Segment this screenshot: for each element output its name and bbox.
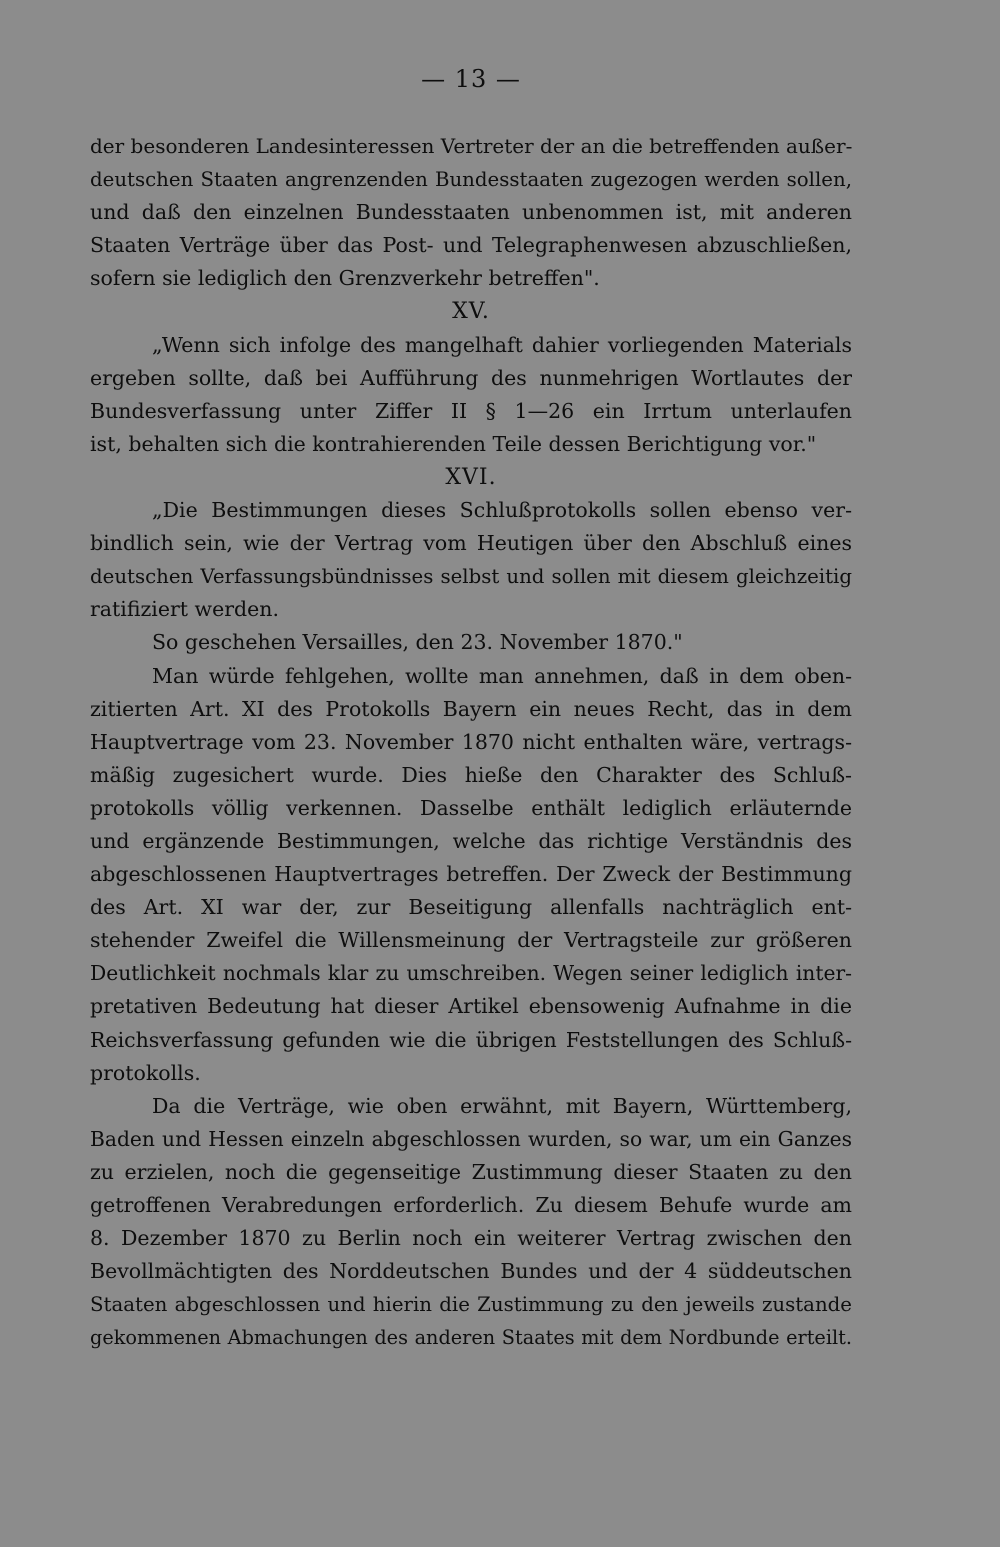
text-line: Da die Verträge, wie oben erwähnt, mit Bayern, Württemberg, <box>152 1093 852 1118</box>
page-number: — 13 — <box>421 65 521 93</box>
text-line: zu erzielen, noch die gegenseitige Zustimmung dieser Staaten zu den <box>90 1159 852 1184</box>
text-line: der besonderen Landesinteressen Vertreter der an die betreffenden außer- <box>90 134 852 158</box>
text-line: pretativen Bedeutung hat dieser Artikel ebensowenig Aufnahme in die <box>90 994 852 1019</box>
text-line: ratifiziert werden. <box>90 597 279 622</box>
text-line: Staaten Verträge über das Post- und Telegraphenwesen abzuschließen, <box>90 233 852 258</box>
text-line: Bundesverfassung unter Ziffer II § 1—26 ein Irrtum unterlaufen <box>90 398 852 423</box>
paragraph-commentary <box>90 660 852 1090</box>
paragraph-xv <box>90 329 852 461</box>
text-line: So geschehen Versailles, den 23. November 1870." <box>152 630 683 655</box>
text-line: bindlich sein, wie der Vertrag vom Heutigen über den Abschluß eines <box>90 531 852 556</box>
document-page <box>90 62 852 1354</box>
text-line: mäßig zugesichert wurde. Dies hieße den Charakter des Schluß- <box>90 762 852 787</box>
text-line: deutschen Staaten angrenzenden Bundesstaaten zugezogen werden sollen, <box>90 168 852 192</box>
text-line: Man würde fehlgehen, wollte man annehmen, daß in dem oben- <box>152 663 852 688</box>
paragraph-signature <box>90 626 852 659</box>
text-line: protokolls. <box>90 1060 201 1085</box>
paragraph-berlin-treaty <box>90 1090 852 1355</box>
text-line: gekommenen Abmachungen des anderen Staates mit dem Nordbunde erteilt. <box>90 1326 852 1350</box>
text-line: sofern sie lediglich den Grenzverkehr betreffen". <box>90 266 600 291</box>
text-line: des Art. XI war der, zur Beseitigung allenfalls nachträglich ent- <box>90 895 852 920</box>
text-line: abgeschlossenen Hauptvertrages betreffen. Der Zweck der Bestimmung <box>90 862 852 887</box>
text-line: ergeben sollte, daß bei Aufführung des nunmehrigen Wortlautes der <box>90 365 852 390</box>
text-line: Bevollmächtigten des Norddeutschen Bundes und der 4 süddeutschen <box>90 1259 852 1284</box>
text-line: ist, behalten sich die kontrahierenden Teile dessen Berichtigung vor." <box>90 431 817 456</box>
text-line: „Wenn sich infolge des mangelhaft dahier vorliegenden Materials <box>152 332 852 357</box>
text-line: Reichsverfassung gefunden wie die übrigen Feststellungen des Schluß- <box>90 1027 852 1052</box>
text-line: stehender Zweifel die Willensmeinung der Vertragsteile zur größeren <box>90 928 852 953</box>
paragraph-xvi <box>90 494 852 626</box>
section-heading-xvi: XVI. <box>445 464 497 490</box>
section-heading-xv: XV. <box>452 299 490 325</box>
text-line: protokolls völlig verkennen. Dasselbe enthält lediglich erläuternde <box>90 795 852 820</box>
text-line: Baden und Hessen einzeln abgeschlossen wurden, so war, um ein Ganzes <box>90 1126 852 1151</box>
paragraph-continuation <box>90 130 852 295</box>
text-line: und daß den einzelnen Bundesstaaten unbenommen ist, mit anderen <box>90 200 852 225</box>
text-line: getroffenen Verabredungen erforderlich. Zu diesem Behufe wurde am <box>90 1193 852 1217</box>
text-line: „Die Bestimmungen dieses Schlußprotokolls sollen ebenso ver- <box>152 498 852 523</box>
text-line: Deutlichkeit nochmals klar zu umschreiben. Wegen seiner lediglich inter- <box>90 961 852 986</box>
text-line: 8. Dezember 1870 zu Berlin noch ein weiterer Vertrag zwischen den <box>90 1226 852 1251</box>
text-line: Hauptvertrage vom 23. November 1870 nicht enthalten wäre, vertrags- <box>90 729 852 754</box>
text-line: und ergänzende Bestimmungen, welche das richtige Verständnis des <box>90 828 852 853</box>
text-line: zitierten Art. XI des Protokolls Bayern ein neues Recht, das in dem <box>90 696 852 721</box>
text-line: Staaten abgeschlossen und hierin die Zustimmung zu den jeweils zustande <box>90 1293 852 1317</box>
text-line: deutschen Verfassungsbündnisses selbst und sollen mit diesem gleichzeitig <box>90 565 852 589</box>
